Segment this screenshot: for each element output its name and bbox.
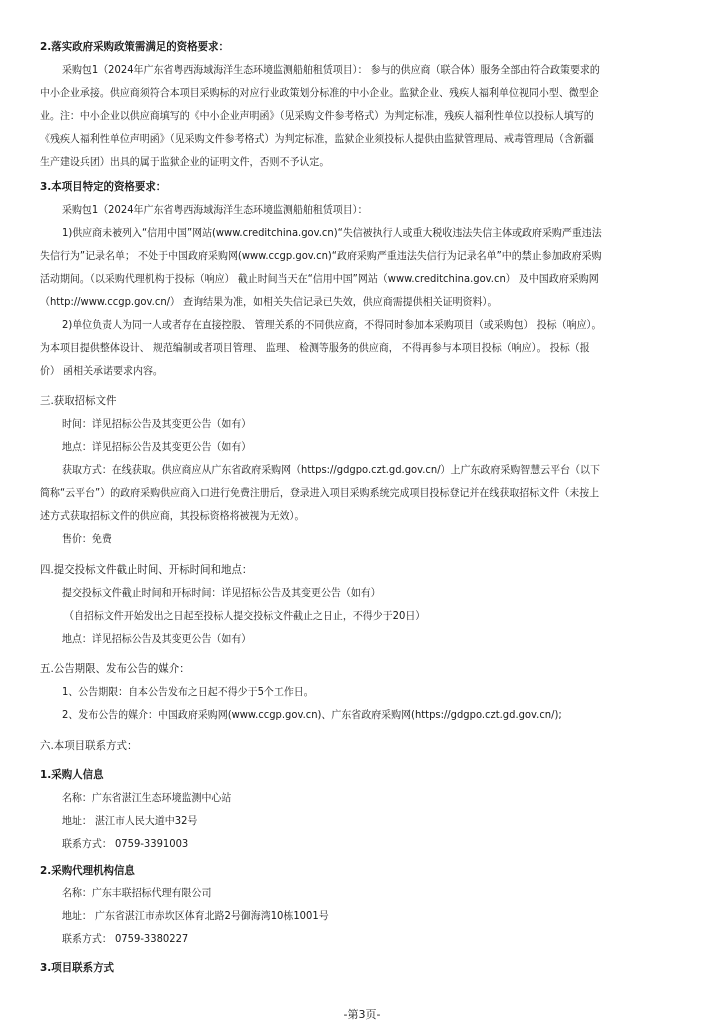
paragraph-line: 采购包1（2024年广东省粤西海域海洋生态环境监测船舶租赁项目）： 参与的供应商（联合体）服务全部由符合政策要求的 — [62, 64, 600, 76]
paragraph-line: 为本项目提供整体设计、 规范编制或者项目管理、 监理、 检测等服务的供应商， 不得再参与本项目投标（响应）。 投标（报 — [40, 342, 590, 354]
buyer-info-heading — [40, 768, 690, 782]
paragraph-line: （自招标文件开始发出之日起至投标人提交投标文件截止之日止，不得少于20日） — [64, 610, 426, 622]
buyer-name: 名称：广东省湛江生态环境监测中心站 — [62, 792, 232, 804]
paragraph-line: 采购包1（2024年广东省粤西海域海洋生态环境监测船舶租赁项目）： — [62, 204, 368, 216]
paragraph-line: 提交投标文件截止时间和开标时间：详见招标公告及其变更公告（如有） — [62, 587, 381, 599]
paragraph-line: 中小企业承接。供应商须符合本项目采购标的对应行业政策划分标准的中小企业。监狱企业、残疾人福利单位视同小型、微型企 — [40, 87, 599, 99]
paragraph-line: 1)供应商未被列入“信用中国”网站(www.creditchina.gov.cn)“失信被执行人或重大税收违法失信主体或政府采购严重违法 — [62, 227, 602, 239]
paragraph-line: 地点：详见招标公告及其变更公告（如有） — [62, 441, 252, 453]
heading-announcement-period: 五.公告期限、发布公告的媒介： — [40, 662, 190, 675]
section-number: 3. — [40, 180, 52, 193]
paragraph-line: 简称“云平台”）的政府采购供应商入口进行免费注册后，登录进入项目采购系统完成项目投标登记并在线获取招标文件（未按上 — [40, 487, 600, 499]
heading-obtain-documents: 三.获取招标文件 — [40, 394, 117, 407]
paragraph-line: 《残疾人福利性单位声明函》（见采购文件参考格式）为判定标准，监狱企业须投标人提供由监狱管理局、戒毒管理局（含新疆 — [40, 133, 594, 145]
section-title: 采购人信息 — [51, 768, 104, 781]
paragraph-line: 业。注：中小企业以供应商填写的《中小企业声明函》（见采购文件参考格式）为判定标准，残疾人福利性单位以投标人填写的 — [40, 110, 594, 122]
project-contact-heading — [40, 961, 690, 975]
buyer-address: 地址： 湛江市人民大道中32号 — [62, 815, 198, 827]
section-number: 3. — [40, 961, 52, 974]
agency-address: 地址： 广东省湛江市赤坎区体育北路2号御海湾10栋1001号 — [62, 910, 329, 922]
paragraph-line: 时间：详见招标公告及其变更公告（如有） — [62, 418, 252, 430]
buyer-contact: 联系方式： 0759-3391003 — [62, 838, 189, 850]
section-number: 2. — [40, 40, 52, 53]
paragraph-line: 述方式获取招标文件的供应商，其投标资格将被视为无效）。 — [40, 510, 305, 522]
paragraph-line: 价） 函相关承诺要求内容。 — [40, 365, 163, 377]
page-number: -第3页- — [343, 1008, 381, 1021]
paragraph-line: 2)单位负责人为同一人或者存在直接控股、 管理关系的不同供应商，不得同时参加本采购项目（或采购包） 投标（响应）。 — [62, 319, 602, 331]
paragraph-line: 生产建设兵团）出具的属于监狱企业的证明文件，否则不予认定。 — [40, 156, 330, 168]
heading-contacts: 六.本项目联系方式： — [40, 739, 138, 752]
section-title: 采购代理机构信息 — [51, 864, 135, 877]
section-3-heading — [40, 180, 690, 194]
paragraph-line: 1、公告期限：自本公告发布之日起不得少于5个工作日。 — [62, 686, 314, 698]
paragraph-line: 2、发布公告的媒介：中国政府采购网(www.ccgp.gov.cn)、广东省政府采购网(https://gdgpo.czt.gd.gov.cn/); — [62, 709, 562, 721]
section-title: 项目联系方式 — [51, 961, 114, 974]
section-number: 1. — [40, 768, 52, 781]
agency-name: 名称：广东丰联招标代理有限公司 — [62, 887, 212, 899]
paragraph-line: （http://www.ccgp.gov.cn/） 查询结果为准，如相关失信记录已失效，供应商需提供相关证明资料）。 — [40, 296, 498, 308]
paragraph-line: 失信行为”记录名单； 不处于中国政府采购网(www.ccgp.gov.cn)“政府采购严重违法失信行为记录名单”中的禁止参加政府采购 — [40, 250, 602, 262]
agency-contact: 联系方式： 0759-3380227 — [62, 933, 189, 945]
paragraph-line: 售价：免费 — [62, 533, 112, 545]
section-2-heading — [40, 40, 690, 54]
agency-info-heading — [40, 864, 690, 878]
section-title: 本项目特定的资格要求： — [51, 180, 167, 193]
paragraph-line: 地点：详见招标公告及其变更公告（如有） — [62, 633, 252, 645]
heading-submission-deadline: 四.提交投标文件截止时间、开标时间和地点： — [40, 563, 253, 576]
section-number: 2. — [40, 864, 52, 877]
paragraph-line: 获取方式：在线获取。供应商应从广东省政府采购网（https://gdgpo.czt.gd.gov.cn/）上广东政府采购智慧云平台（以下 — [62, 464, 600, 476]
section-title: 落实政府采购政策需满足的资格要求： — [51, 40, 229, 53]
paragraph-line: 活动期间。（以采购代理机构于投标（响应） 截止时间当天在“信用中国”网站（www.creditchina.gov.cn） 及中国政府采购网 — [40, 273, 599, 285]
